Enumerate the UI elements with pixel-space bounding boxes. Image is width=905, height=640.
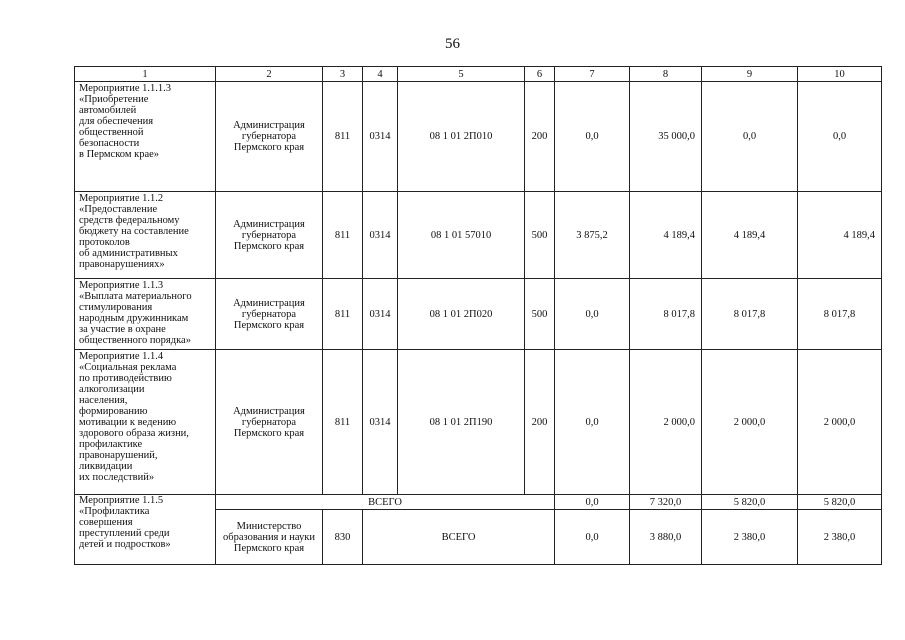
code-cell: 811: [323, 82, 363, 192]
value-cell: 0,0: [555, 510, 630, 565]
value-cell: 4 189,4: [630, 192, 702, 279]
header-cell: 1: [75, 67, 216, 82]
value-cell: 2 000,0: [630, 350, 702, 495]
value-cell: 2 380,0: [798, 510, 882, 565]
code-cell: 08 1 01 57010: [398, 192, 525, 279]
value-cell: 0,0: [555, 350, 630, 495]
executor-cell: Администрация губернатора Пермского края: [216, 279, 323, 350]
table-row: [75, 279, 882, 350]
value-cell: 8 017,8: [798, 279, 882, 350]
executor-cell: Администрация губернатора Пермского края: [216, 350, 323, 495]
code-cell: 0314: [363, 82, 398, 192]
value-cell: 2 000,0: [798, 350, 882, 495]
code-cell: 08 1 01 2П190: [398, 350, 525, 495]
table-header-row: [75, 67, 882, 82]
page-number: 56: [445, 36, 460, 52]
code-cell: 200: [525, 350, 555, 495]
header-cell: 6: [525, 67, 555, 82]
code-cell: 0314: [363, 350, 398, 495]
code-cell: 08 1 01 2П020: [398, 279, 525, 350]
code-cell: 08 1 01 2П010: [398, 82, 525, 192]
table-row: [75, 82, 882, 192]
activity-cell: Мероприятие 1.1.4 «Социальная реклама по противодействию алкоголизации населения, формированию мотивации к ведению здорового образа жизни, профилактике правонарушений, ликвидации их последствий»: [75, 350, 216, 495]
total-label: ВСЕГО: [216, 495, 555, 510]
code-cell: 200: [525, 82, 555, 192]
budget-table: [74, 66, 882, 565]
code-cell: 500: [525, 279, 555, 350]
code-cell: 811: [323, 279, 363, 350]
value-cell: 3 880,0: [630, 510, 702, 565]
header-cell: 4: [363, 67, 398, 82]
value-cell: 5 820,0: [702, 495, 798, 510]
header-cell: 10: [798, 67, 882, 82]
executor-cell: Министерство образования и науки Пермского края: [216, 510, 323, 565]
value-cell: 0,0: [702, 82, 798, 192]
value-cell: 7 320,0: [630, 495, 702, 510]
activity-cell: Мероприятие 1.1.5 «Профилактика совершения преступлений среди детей и подростков»: [75, 495, 216, 565]
code-cell: 811: [323, 192, 363, 279]
code-cell: 811: [323, 350, 363, 495]
table-row: [75, 192, 882, 279]
value-cell: 2 380,0: [702, 510, 798, 565]
total-label: ВСЕГО: [363, 510, 555, 565]
code-cell: 830: [323, 510, 363, 565]
activity-cell: Мероприятие 1.1.3 «Выплата материального стимулирования народным дружинникам за участие в охране общественного порядка»: [75, 279, 216, 350]
header-cell: 9: [702, 67, 798, 82]
executor-cell: Администрация губернатора Пермского края: [216, 82, 323, 192]
value-cell: 0,0: [555, 495, 630, 510]
value-cell: 0,0: [798, 82, 882, 192]
executor-cell: Администрация губернатора Пермского края: [216, 192, 323, 279]
code-cell: 500: [525, 192, 555, 279]
activity-cell: Мероприятие 1.1.2 «Предоставление средств федеральному бюджету на составление протоколов об административных правонарушениях»: [75, 192, 216, 279]
code-cell: 0314: [363, 279, 398, 350]
value-cell: 8 017,8: [630, 279, 702, 350]
header-cell: 7: [555, 67, 630, 82]
activity-cell: Мероприятие 1.1.1.3 «Приобретение автомобилей для обеспечения общественной безопасности в Пермском крае»: [75, 82, 216, 192]
value-cell: 4 189,4: [702, 192, 798, 279]
table-row-total: [75, 495, 882, 510]
value-cell: 8 017,8: [702, 279, 798, 350]
value-cell: 2 000,0: [702, 350, 798, 495]
header-cell: 3: [323, 67, 363, 82]
header-cell: 8: [630, 67, 702, 82]
header-cell: 2: [216, 67, 323, 82]
value-cell: 0,0: [555, 279, 630, 350]
header-cell: 5: [398, 67, 525, 82]
table-row: [75, 350, 882, 495]
value-cell: 35 000,0: [630, 82, 702, 192]
code-cell: 0314: [363, 192, 398, 279]
value-cell: 5 820,0: [798, 495, 882, 510]
value-cell: 3 875,2: [555, 192, 630, 279]
value-cell: 4 189,4: [798, 192, 882, 279]
value-cell: 0,0: [555, 82, 630, 192]
